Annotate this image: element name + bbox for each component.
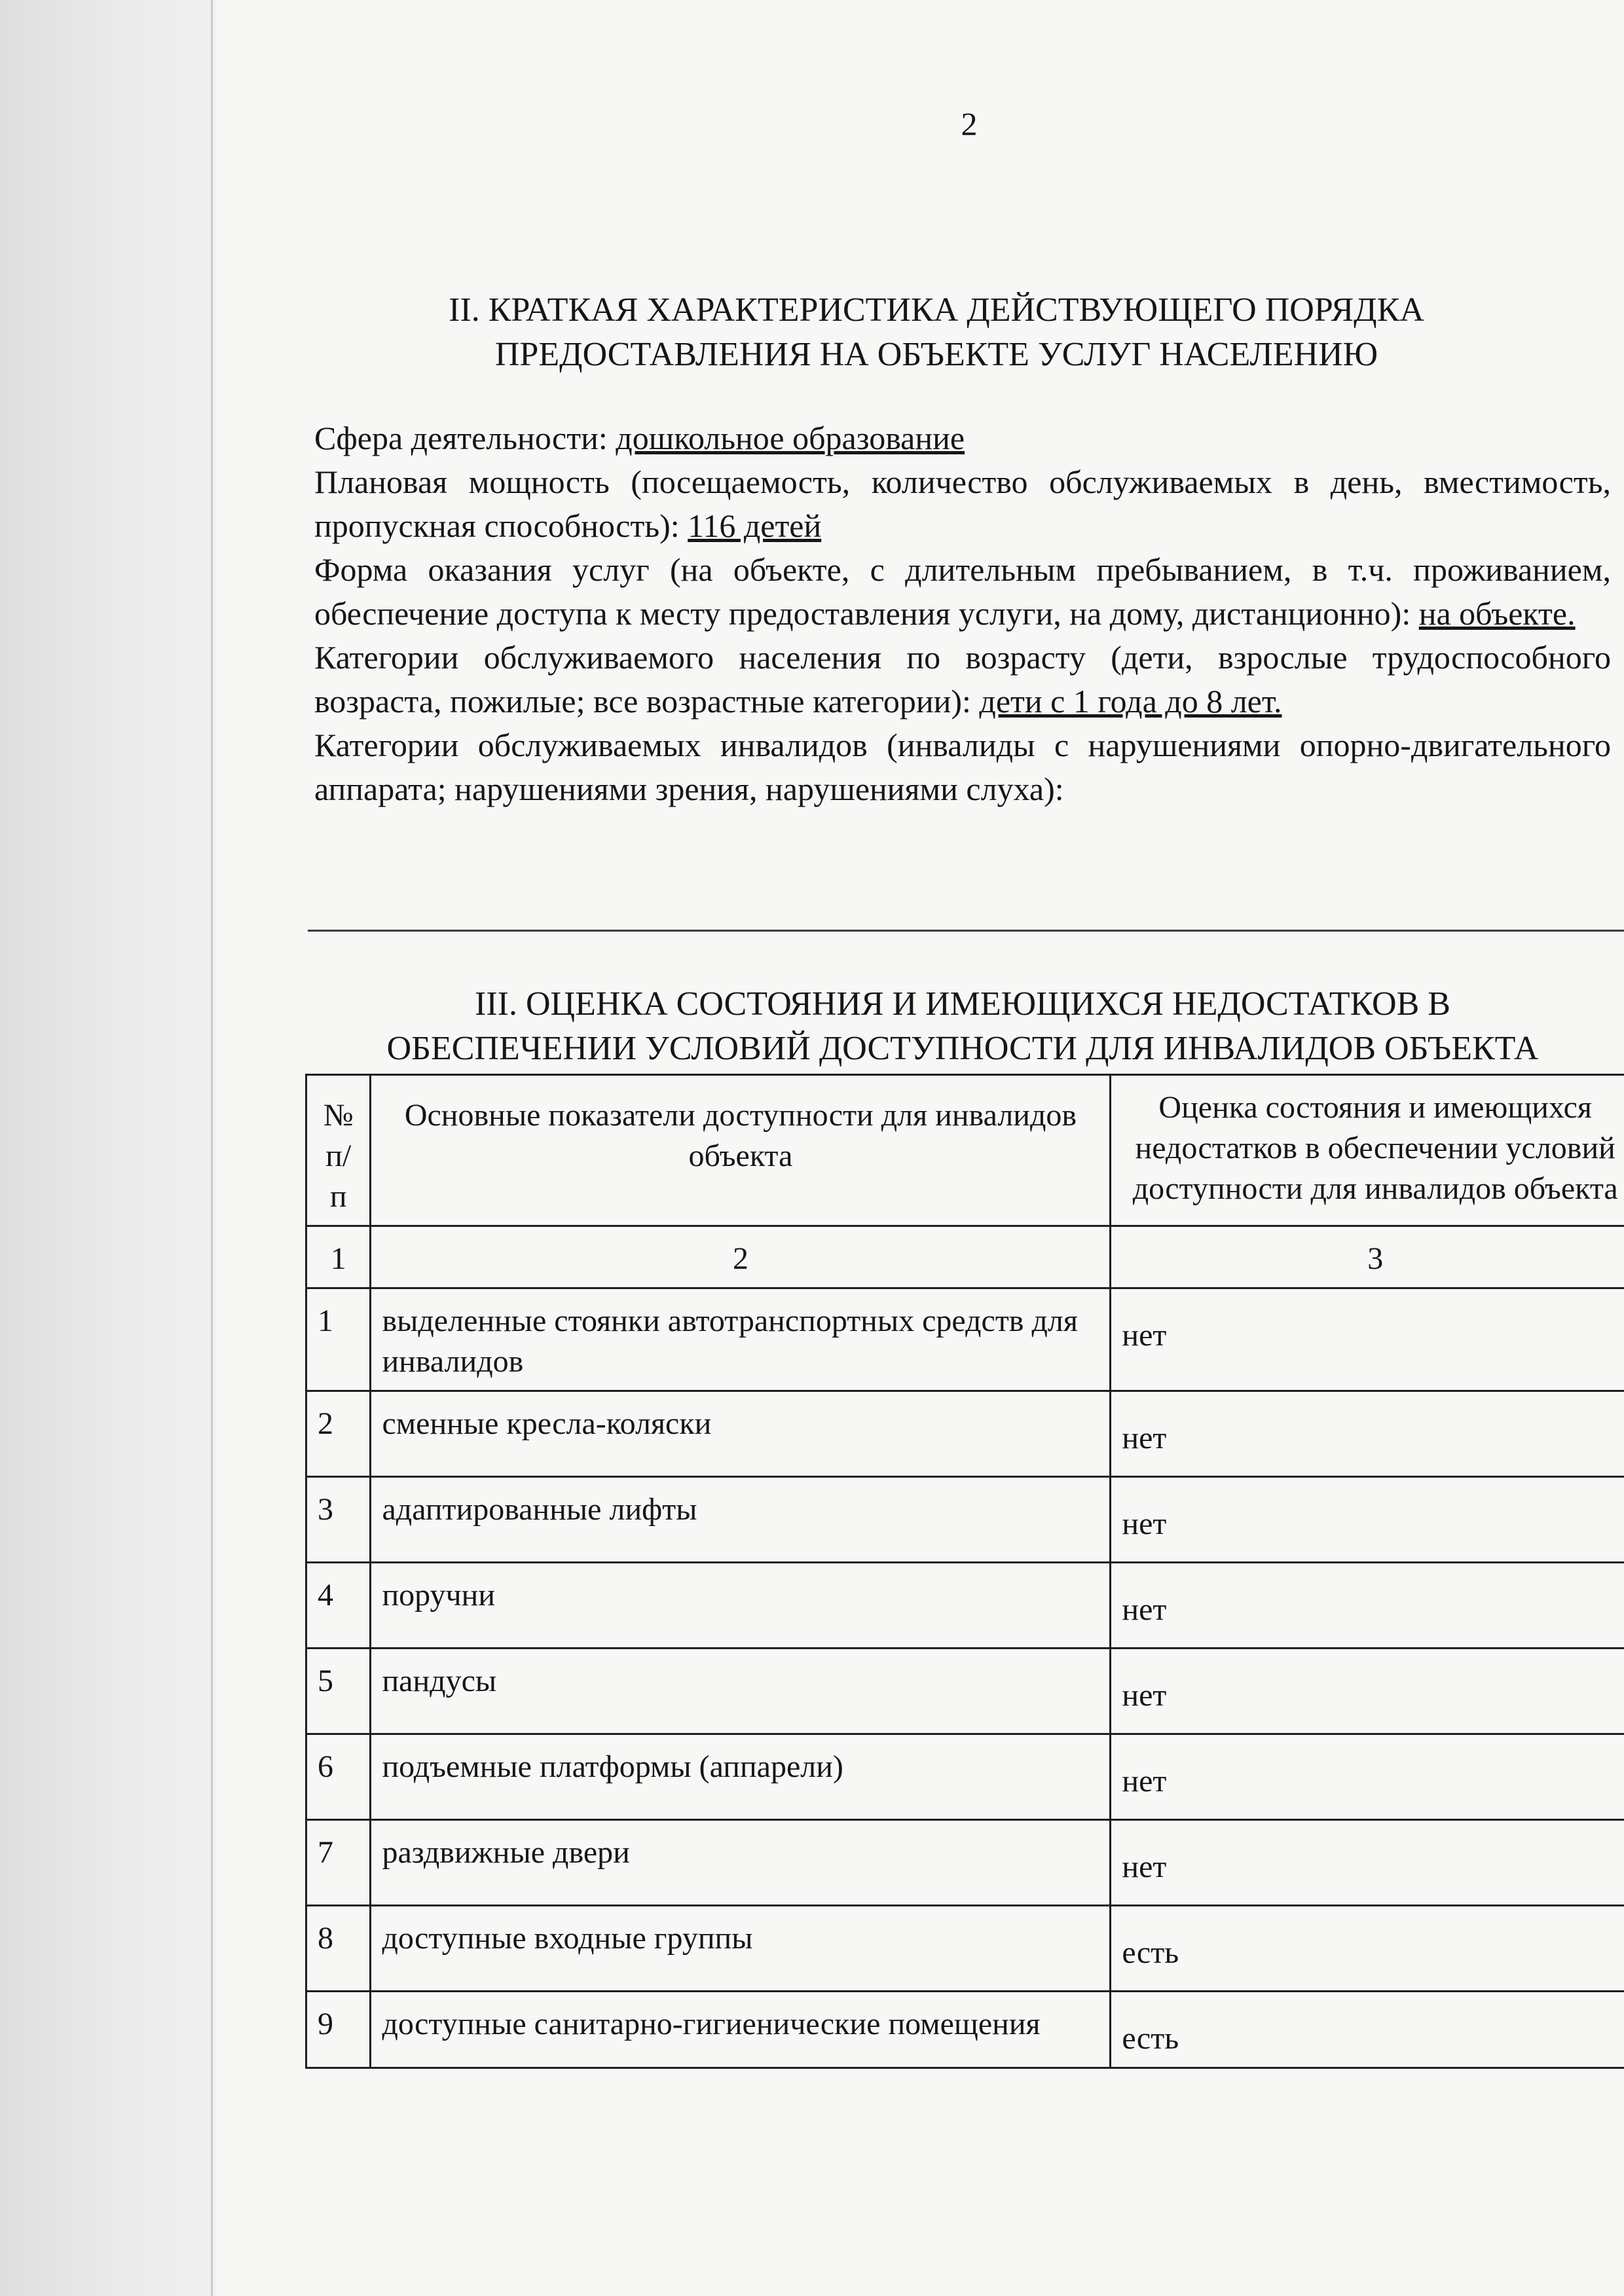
- row-value: нет: [1111, 1391, 1624, 1477]
- row-indicator: доступные входные группы: [371, 1906, 1111, 1992]
- column-number-2: 2: [371, 1226, 1111, 1288]
- section-2-title: [308, 288, 1565, 377]
- table-column-numbers-row: [306, 1226, 1624, 1288]
- table-row: [306, 1820, 1624, 1906]
- service-form-paragraph: [314, 548, 1611, 636]
- row-number: 8: [306, 1906, 371, 1992]
- row-value: нет: [1111, 1820, 1624, 1906]
- row-value: есть: [1111, 1906, 1624, 1992]
- row-number: 3: [306, 1477, 371, 1563]
- column-number-3: 3: [1111, 1226, 1624, 1288]
- row-value: есть: [1111, 1992, 1624, 2068]
- capacity-value: 116 детей: [688, 507, 822, 544]
- table-row: [306, 1563, 1624, 1649]
- page-binding-shadow: [0, 0, 216, 2296]
- sphere-label: Сфера деятельности:: [314, 420, 616, 456]
- table-row: [306, 1391, 1624, 1477]
- capacity-label: Плановая мощность (посещаемость, количество обслуживаемых в день, вместимость, пропускная способность):: [314, 464, 1611, 544]
- capacity-paragraph: [314, 460, 1611, 548]
- table-row: [306, 1649, 1624, 1734]
- service-form-value: на объекте.: [1418, 595, 1576, 632]
- row-indicator: доступные санитарно-гигиенические помещения: [371, 1992, 1111, 2068]
- row-indicator: поручни: [371, 1563, 1111, 1649]
- header-indicator: Основные показатели доступности для инвалидов объекта: [371, 1075, 1111, 1226]
- row-number: 6: [306, 1734, 371, 1820]
- page-number: 2: [961, 105, 978, 142]
- row-value: нет: [1111, 1734, 1624, 1820]
- row-number: 4: [306, 1563, 371, 1649]
- age-categories-paragraph: [314, 636, 1611, 723]
- age-categories-label: Категории обслуживаемого населения по возрасту (дети, взрослые трудоспособного возраста, пожилые; все возрастные категории):: [314, 639, 1611, 720]
- row-indicator: адаптированные лифты: [371, 1477, 1111, 1563]
- row-indicator: пандусы: [371, 1649, 1111, 1734]
- column-number-1: 1: [306, 1226, 371, 1288]
- table-row: [306, 1288, 1624, 1391]
- section-3-title-line1: III. ОЦЕНКА СОСТОЯНИЯ И ИМЕЮЩИХСЯ НЕДОСТАТКОВ В: [475, 985, 1450, 1023]
- section-2-title-line2: ПРЕДОСТАВЛЕНИЯ НА ОБЪЕКТЕ УСЛУГ НАСЕЛЕНИЮ: [494, 336, 1378, 373]
- section-divider: [308, 930, 1624, 932]
- service-form-label: Форма оказания услуг (на объекте, с длительным пребыванием, в т.ч. проживанием, обеспечение доступа к месту предоставления услуги, на дому, дистанционно):: [314, 551, 1611, 632]
- section-2-title-line1: II. КРАТКАЯ ХАРАКТЕРИСТИКА ДЕЙСТВУЮЩЕГО ПОРЯДКА: [449, 291, 1424, 329]
- row-number: 7: [306, 1820, 371, 1906]
- sphere-paragraph: [314, 416, 1611, 460]
- row-number: 9: [306, 1992, 371, 2068]
- disabled-categories-paragraph: [314, 723, 1611, 811]
- row-number: 2: [306, 1391, 371, 1477]
- table-row: [306, 1906, 1624, 1992]
- binding-edge: [211, 0, 213, 2296]
- row-value: нет: [1111, 1563, 1624, 1649]
- row-value: нет: [1111, 1649, 1624, 1734]
- row-value: нет: [1111, 1477, 1624, 1563]
- table-row: [306, 1477, 1624, 1563]
- row-indicator: сменные кресла-коляски: [371, 1391, 1111, 1477]
- age-categories-value: дети с 1 года до 8 лет.: [979, 683, 1282, 720]
- table-row: [306, 1734, 1624, 1820]
- table-row: [306, 1992, 1624, 2068]
- section-3-title-line2: ОБЕСПЕЧЕНИИ УСЛОВИЙ ДОСТУПНОСТИ ДЛЯ ИНВАЛИДОВ ОБЪЕКТА: [386, 1030, 1539, 1067]
- row-indicator: выделенные стоянки автотранспортных средств для инвалидов: [371, 1288, 1111, 1391]
- table-header-row: [306, 1075, 1624, 1226]
- row-indicator: раздвижные двери: [371, 1820, 1111, 1906]
- row-number: 5: [306, 1649, 371, 1734]
- header-assessment: Оценка состояния и имеющихся недостатков в обеспечении условий доступности для инвалидов объекта: [1111, 1075, 1624, 1226]
- row-indicator: подъемные платформы (аппарели): [371, 1734, 1111, 1820]
- row-value: нет: [1111, 1288, 1624, 1391]
- service-characteristics: [314, 416, 1611, 811]
- row-number: 1: [306, 1288, 371, 1391]
- disabled-categories-label: Категории обслуживаемых инвалидов (инвалиды с нарушениями опорно-двигательного аппарата; нарушениями зрения, нарушениями слуха):: [314, 727, 1611, 807]
- section-3-title: [308, 982, 1617, 1071]
- accessibility-table: [305, 1074, 1624, 2069]
- header-num: № п/п: [306, 1075, 371, 1226]
- sphere-value: дошкольное образование: [616, 420, 965, 456]
